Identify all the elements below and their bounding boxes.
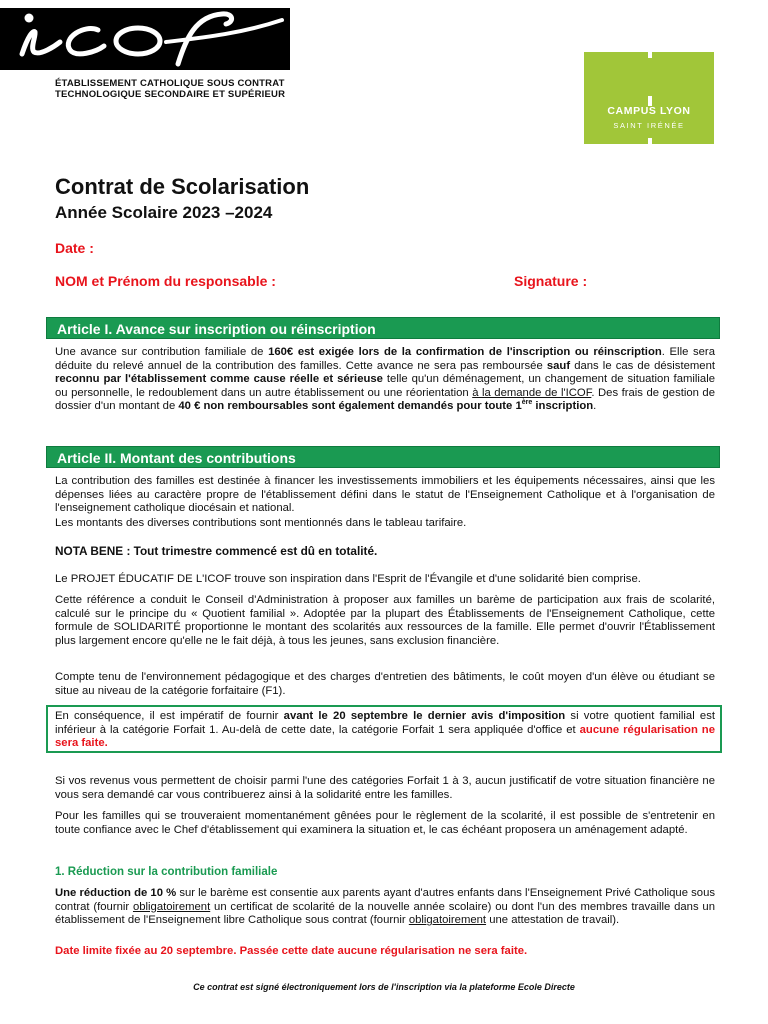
responsible-label: NOM et Prénom du responsable : (55, 273, 276, 289)
document-title: Contrat de Scolarisation (55, 174, 310, 199)
date-label: Date : (55, 240, 94, 256)
svg-text:icof: icof (0, 8, 2, 9)
document-subtitle: Année Scolaire 2023 –2024 (55, 203, 273, 222)
tax-notice-text: En conséquence, il est impératif de fournir avant le 20 septembre le dernier avis d'imposition si votre quotient familial est inférieur à la catégorie Forfait 1. Au-delà de cette date, la catégorie Forfait 1 sera appliquée d'office et aucune régularisation ne sera faite. (55, 710, 715, 750)
article-2-paragraph-3: Le PROJET ÉDUCATIF DE L'ICOF trouve son inspiration dans l'Esprit de l'Évangile et d'une solidarité bien comprise. (55, 573, 641, 585)
icof-logo-mark (0, 8, 290, 70)
article-2-paragraph-7: Pour les familles qui se trouveraient momentanément gênées pour le règlement de la scolarité, il est possible de s'entretenir en toute confiance avec le Chef d'établissement qui examinera la situation et, le cas échéant proposera un aménagement adapté. (55, 810, 715, 836)
article-1-text: Une avance sur contribution familiale de 160€ est exigée lors de la confirmation de l'inscription ou réinscription. Elle sera déduite du relevé annuel de la contribution des familles. Cette avance ne sera pas remboursée sauf dans le cas de désistement reconnu par l'établissement comme cause réelle et sérieuse telle qu'un déménagement, un changement de situation familiale ou personnelle, le redoublement dans un autre établissement ou une réorientation à la demande de l'ICOF. Des frais de gestion de dossier d'un montant de 40 € non remboursables sont également demandés pour toute 1ère inscription. (55, 346, 716, 413)
signature-label: Signature : (514, 273, 588, 289)
section-1-heading: 1. Réduction sur la contribution familiale (55, 866, 278, 878)
article-2-paragraph-6: Si vos revenus vous permettent de choisir parmi l'une des catégories Forfait 1 à 3, aucun justificatif de votre situation financière ne vous sera demandé car vous contribuerez ainsi à la solidarité entre les familles. (55, 775, 715, 801)
campus-lyon-logo (584, 52, 714, 144)
article-1-heading: Article I. Avance sur inscription ou réinscription (46, 317, 720, 339)
establishment-line-2: TECHNOLOGIQUE SECONDAIRE ET SUPÉRIEUR (55, 89, 286, 100)
icof-logo (0, 8, 290, 70)
article-2-paragraph-1: La contribution des familles est destinée à financer les investissements immobiliers et les équipements nécessaires, ainsi que les dépenses liées au caractère propre de l'établissement défini dans le statut de l'Enseignement Catholique et à l'organisation de l'enseignement catholique diocésain et national. (55, 475, 715, 515)
article-2-paragraph-2: Les montants des diverses contributions sont mentionnés dans le tableau tarifaire. (55, 517, 467, 529)
section-1-text: Une réduction de 10 % sur le barème est consentie aux parents ayant d'autres enfants dans l'Enseignement Privé Catholique sous contrat (fournir obligatoirement un certificat de scolarité de la nouvelle année scolaire) ou dont l'un des membres travaille dans un établissement de l'Enseignement libre Catholique sous contrat (fournir obligatoirement une attestation de travail). (55, 887, 715, 927)
deadline-warning: Date limite fixée au 20 septembre. Passée cette date aucune régularisation ne sera faite. (55, 945, 528, 957)
establishment-line-1: ÉTABLISSEMENT CATHOLIQUE SOUS CONTRAT (55, 78, 285, 89)
article-2-paragraph-4: Cette référence a conduit le Conseil d'Administration à proposer aux familles un barème de participation aux frais de scolarité, calculé sur le principe du « Quotient familial ». Adoptée par la plupart des Établissements de l'Enseignement Catholique, cette formule de SOLIDARITÉ proportionne le montant des scolarités aux ressources de la famille. Elle permet d'ouvrir l'Établissement plus largement encore qu'elle ne le fait déjà, à tous les jeunes, sans exclusion financière. (55, 594, 715, 647)
footer-note: Ce contrat est signé électroniquement lors de l'inscription via la plateforme Ecole Directe (193, 982, 575, 992)
campus-subname: SAINT IRÉNÉE (613, 121, 685, 130)
article-2-heading: Article II. Montant des contributions (46, 446, 720, 468)
article-2-paragraph-5: Compte tenu de l'environnement pédagogique et des charges d'entretien des bâtiments, le coût moyen d'un élève ou étudiant se situe au niveau de la catégorie forfaitaire (F1). (55, 671, 715, 697)
nota-bene: NOTA BENE : Tout trimestre commencé est dû en totalité. (55, 544, 378, 558)
campus-name: CAMPUS LYON (607, 105, 691, 117)
